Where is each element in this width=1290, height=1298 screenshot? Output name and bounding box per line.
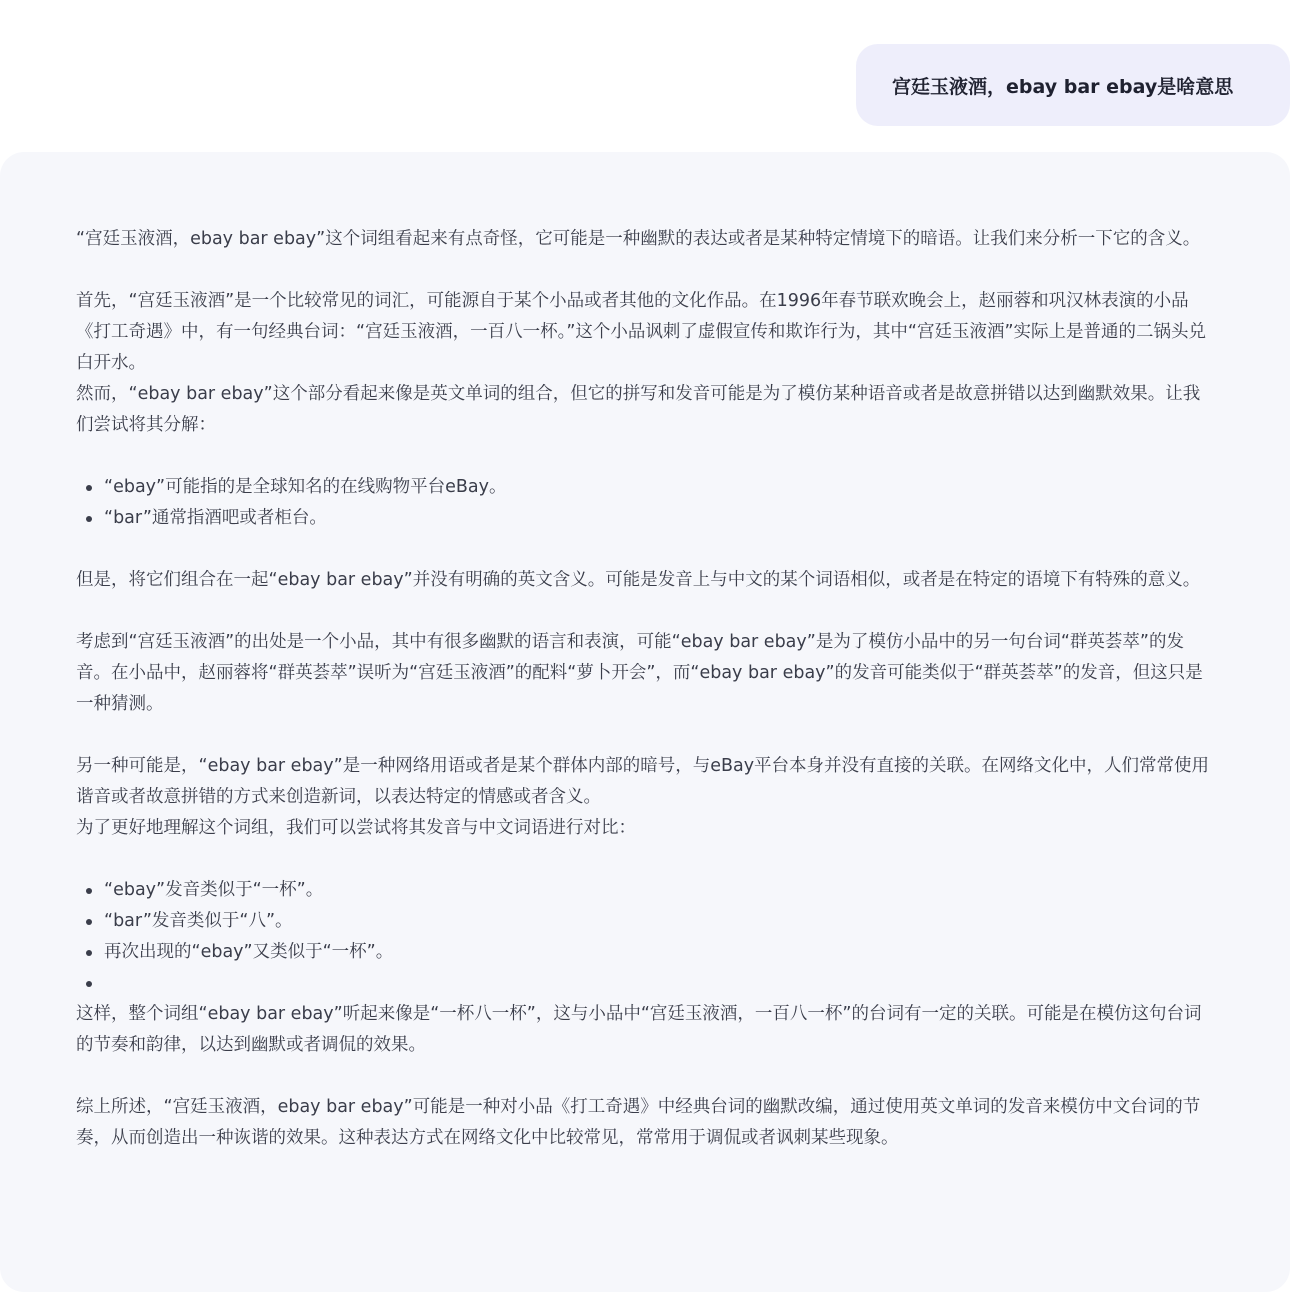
reply-paragraph-3: 然而，“ebay bar ebay”这个部分看起来像是英文单词的组合，但它的拼写和发音可能是为了模仿某种语音或者是故意拼错以达到幽默效果。让我们尝试将其分解： bbox=[76, 384, 1201, 435]
user-message-bubble bbox=[856, 44, 1290, 126]
reply-paragraph-9: 综上所述，“宫廷玉液酒，ebay bar ebay”可能是一种对小品《打工奇遇》中经典台词的幽默改编，通过使用英文单词的发音来模仿中文台词的节奏，从而创造出一种诙谐的效果。这种表达方式在网络文化中比较常见，常常用于调侃或者讽刺某些现象。 bbox=[76, 1097, 1201, 1148]
list-item: 再次出现的“ebay”又类似于“一杯”。 bbox=[76, 937, 1214, 968]
list-item: “ebay”发音类似于“一杯”。 bbox=[76, 875, 1214, 906]
assistant-reply-card bbox=[0, 152, 1290, 1292]
reply-paragraph-7: 为了更好地理解这个词组，我们可以尝试将其发音与中文词语进行对比： bbox=[76, 818, 636, 838]
reply-list-2 bbox=[76, 875, 1214, 999]
list-item: “bar”发音类似于“八”。 bbox=[76, 906, 1214, 937]
reply-paragraph-4: 但是，将它们组合在一起“ebay bar ebay”并没有明确的英文含义。可能是发音上与中文的某个词语相似，或者是在特定的语境下有特殊的意义。 bbox=[76, 570, 1201, 590]
assistant-reply-content bbox=[76, 224, 1214, 1154]
user-message-text: 宫廷玉液酒，ebay bar ebay是啥意思 bbox=[892, 75, 1234, 98]
reply-paragraph-6: 另一种可能是，“ebay bar ebay”是一种网络用语或者是某个群体内部的暗号，与eBay平台本身并没有直接的关联。在网络文化中，人们常常使用谐音或者故意拼错的方式来创造新词，以表达特定的情感或者含义。 bbox=[76, 756, 1210, 807]
reply-paragraph-2: 首先，“宫廷玉液酒”是一个比较常见的词汇，可能源自于某个小品或者其他的文化作品。在1996年春节联欢晚会上，赵丽蓉和巩汉林表演的小品《打工奇遇》中，有一句经典台词：“宫廷玉液酒，一百八一杯。”这个小品讽刺了虚假宣传和欺诈行为，其中“宫廷玉液酒”实际上是普通的二锅头兑白开水。 bbox=[76, 291, 1207, 373]
reply-list-1 bbox=[76, 472, 1214, 534]
list-item: “bar”通常指酒吧或者柜台。 bbox=[76, 503, 1214, 534]
reply-paragraph-8: 这样，整个词组“ebay bar ebay”听起来像是“一杯八一杯”，这与小品中“宫廷玉液酒，一百八一杯”的台词有一定的关联。可能是在模仿这句台词的节奏和韵律，以达到幽默或者调侃的效果。 bbox=[76, 1004, 1202, 1055]
list-item bbox=[76, 968, 1214, 999]
reply-paragraph-1: “宫廷玉液酒，ebay bar ebay”这个词组看起来有点奇怪，它可能是一种幽默的表达或者是某种特定情境下的暗语。让我们来分析一下它的含义。 bbox=[76, 229, 1201, 249]
list-item: “ebay”可能指的是全球知名的在线购物平台eBay。 bbox=[76, 472, 1214, 503]
reply-paragraph-5: 考虑到“宫廷玉液酒”的出处是一个小品，其中有很多幽默的语言和表演，可能“ebay bar ebay”是为了模仿小品中的另一句台词“群英荟萃”的发音。在小品中，赵丽蓉将“群英荟萃”误听为“宫廷玉液酒”的配料“萝卜开会”，而“ebay bar ebay”的发音可能类似于“群英荟萃”的发音，但这只是一种猜测。 bbox=[76, 632, 1203, 714]
